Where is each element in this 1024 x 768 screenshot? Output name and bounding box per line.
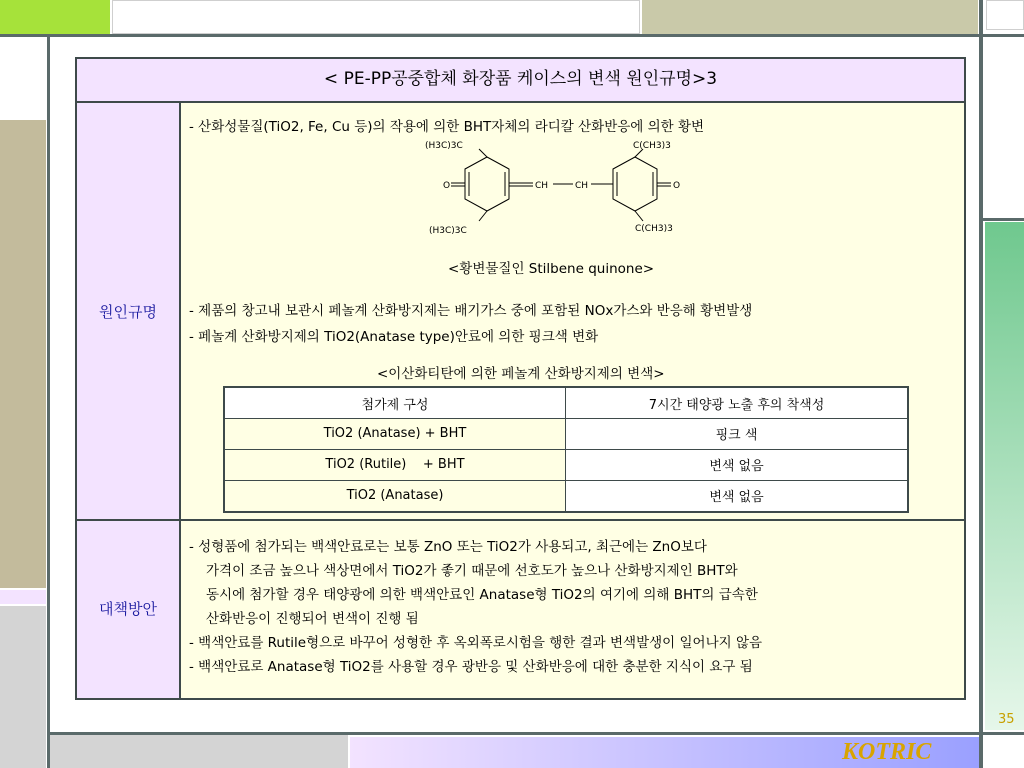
frame-bottom-gray-block xyxy=(50,735,348,768)
frame-left-lavender-block xyxy=(0,590,46,604)
slide-title: < PE-PP공중합체 화장품 케이스의 변색 원인규명>3 xyxy=(77,59,964,103)
stilbene-quinone-structure xyxy=(421,139,701,249)
table-header-row xyxy=(224,387,908,419)
frame-top-white-block xyxy=(112,0,640,34)
frame-left-tan-block xyxy=(0,120,46,588)
remedy-line-1: - 성형품에 첨가되는 백색안료로는 보통 ZnO 또는 TiO2가 사용되고, 최근에는 ZnO보다 xyxy=(189,539,707,555)
frame-top-line xyxy=(0,34,1024,37)
table-cell-coloration: 변색 없음 xyxy=(566,449,909,480)
table-row xyxy=(224,449,908,480)
table-cell-additive: TiO2 (Rutile) + BHT xyxy=(224,449,566,480)
table-header-additive: 첨가제 구성 xyxy=(224,387,566,419)
cause-line-1-dash: - xyxy=(189,119,199,135)
cause-label: 원인규명 xyxy=(77,103,181,521)
table-row xyxy=(224,480,908,512)
page-number: 35 xyxy=(998,712,1015,727)
structure-caption: <황변물질인 Stilbene quinone> xyxy=(448,261,655,277)
remedy-line-3: 동시에 첨가할 경우 태양광에 의한 백색안료인 Anatase형 TiO2의 여기에 의해 BHT의 급속한 xyxy=(206,587,758,603)
struct-label-o-right: O xyxy=(673,181,681,191)
frame-left-line xyxy=(47,34,50,768)
brand-logo: KOTRIC xyxy=(842,739,932,765)
remedy-line-2: 가격이 조금 높으나 색상면에서 TiO2가 좋기 때문에 선호도가 높으나 산화방지제인 BHT와 xyxy=(206,563,738,579)
table-cell-coloration: 변색 없음 xyxy=(566,480,909,512)
frame-right-green-block xyxy=(985,222,1024,730)
struct-label-tl: (H3C)3C xyxy=(425,141,463,151)
frame-right-mid-line xyxy=(983,218,1024,221)
table-header-coloration: 7시간 태양광 노출 후의 착색성 xyxy=(566,387,909,419)
remedy-label: 대책방안 xyxy=(77,521,181,698)
frame-top-right-white xyxy=(986,0,1024,30)
frame-left-gray-block xyxy=(0,606,46,768)
table-cell-additive: TiO2 (Anatase) xyxy=(224,480,566,512)
remedy-content xyxy=(181,521,964,698)
table-cell-coloration: 핑크 색 xyxy=(566,419,909,450)
table-row xyxy=(224,419,908,450)
struct-label-o-left: O xyxy=(443,181,451,191)
struct-label-ch-left: CH xyxy=(535,181,549,191)
main-table xyxy=(75,57,966,700)
frame-top-khaki-block xyxy=(642,0,978,34)
cause-line-1 xyxy=(189,115,704,135)
table-cell-additive: TiO2 (Anatase) + BHT xyxy=(224,419,566,450)
table-caption: <이산화티탄에 의한 페놀계 산화방지제의 변색> xyxy=(377,366,665,382)
remedy-line-5: - 백색안료를 Rutile형으로 바꾸어 성형한 후 옥외폭로시험을 행한 결과 변색발생이 일어나지 않음 xyxy=(189,635,763,651)
cause-line-1-text: 산화성물질(TiO2, Fe, Cu 등)의 작용에 의한 BHT자체의 라디칼 산화반응에 의한 황변 xyxy=(198,119,705,135)
remedy-line-6: - 백색안료로 Anatase형 TiO2를 사용할 경우 광반응 및 산화반응에 대한 충분한 지식이 요구 됨 xyxy=(189,659,753,675)
cause-line-3: - 페놀계 산화방지제의 TiO2(Anatase type)안료에 의한 핑크색 변화 xyxy=(189,329,599,345)
frame-top-green-block xyxy=(0,0,110,34)
struct-label-tr: C(CH3)3 xyxy=(633,141,671,151)
struct-label-ch-right: CH xyxy=(575,181,589,191)
cause-line-2: - 제품의 창고내 보관시 페놀계 산화방지제는 배기가스 중에 포함된 NOx가스와 반응해 황변발생 xyxy=(189,303,753,319)
frame-right-line xyxy=(979,0,983,768)
struct-label-bl: (H3C)3C xyxy=(429,226,467,236)
remedy-line-4: 산화반응이 진행되어 변색이 진행 됨 xyxy=(206,611,419,627)
discoloration-table xyxy=(223,386,909,513)
struct-label-br: C(CH3)3 xyxy=(635,224,673,234)
